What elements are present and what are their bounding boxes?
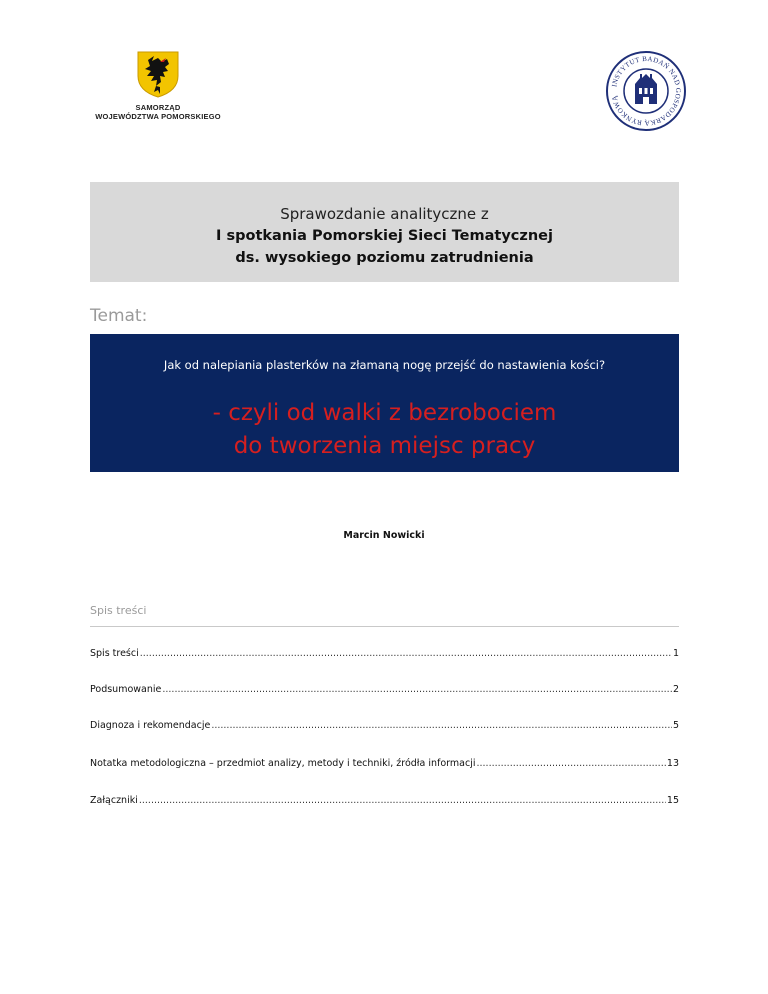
report-title-line2: I spotkania Pomorskiej Sieci Tematycznej	[216, 228, 553, 244]
topic-question: Jak od nalepiania plasterków na złamaną nogę przejść do nastawienia kości?	[163, 358, 606, 372]
toc-entry-title: Spis treści	[90, 648, 139, 659]
svg-text:INSTYTUT BADAŃ NAD GOSPODARKĄ: INSTYTUT BADAŃ NAD GOSPODARKĄ RYNKOWĄ	[610, 54, 683, 128]
toc-entry-page: 5	[672, 720, 679, 731]
left-org-line2: WOJEWÓDZTWA POMORSKIEGO	[95, 112, 221, 121]
toc-entry[interactable]	[90, 648, 679, 659]
toc-dot-leader	[140, 648, 672, 659]
ibngr-seal-logo	[605, 50, 687, 132]
pomorskie-logo	[88, 50, 228, 121]
toc-divider	[90, 626, 679, 627]
toc-entry-title: Diagnoza i rekomendacje	[90, 720, 211, 731]
toc-entry-title: Podsumowanie	[90, 684, 162, 695]
toc-entry-title: Załączniki	[90, 795, 138, 806]
toc-dot-leader	[476, 758, 665, 769]
institute-seal-icon	[605, 50, 687, 132]
toc-dot-leader	[139, 795, 666, 806]
toc-entry[interactable]	[90, 795, 679, 806]
topic-subtitle-line2: do tworzenia miejsc pracy	[233, 433, 536, 459]
toc-entry-page: 2	[672, 684, 679, 695]
left-org-line1: SAMORZĄD	[135, 103, 181, 112]
toc-entry[interactable]	[90, 684, 679, 695]
toc-entry-page: 1	[672, 648, 679, 659]
toc-dot-leader	[162, 684, 672, 695]
topic-box	[90, 334, 679, 472]
toc-entry-title: Notatka metodologiczna – przedmiot analizy, metody i techniki, źródła informacji	[90, 758, 476, 769]
author-name: Marcin Nowicki	[343, 530, 425, 541]
toc-dot-leader	[211, 720, 672, 731]
griffin-crest-icon	[136, 50, 180, 98]
topic-subtitle-line1: - czyli od walki z bezrobociem	[212, 400, 557, 426]
report-title-line1: Sprawozdanie analityczne z	[280, 205, 489, 223]
toc-entry-page: 15	[666, 795, 679, 806]
toc-entry[interactable]	[90, 720, 679, 731]
toc-heading: Spis treści	[90, 604, 147, 617]
left-org-name	[88, 103, 228, 121]
report-title-line3: ds. wysokiego poziomu zatrudnienia	[235, 250, 534, 266]
topic-label: Temat:	[90, 306, 148, 326]
toc-entry[interactable]	[90, 758, 679, 769]
toc-entry-page: 13	[666, 758, 679, 769]
report-title-box	[90, 182, 679, 282]
